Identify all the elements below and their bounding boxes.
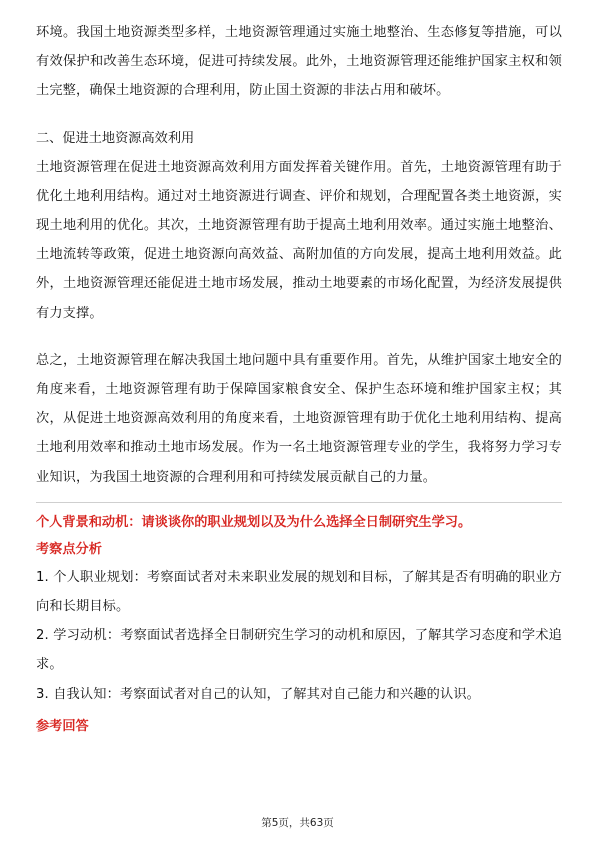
- spacer: [36, 106, 562, 124]
- analysis-point: 2. 学习动机：考察面试者选择全日制研究生学习的动机和原因，了解其学习态度和学术追求。: [36, 628, 562, 673]
- paragraph-conclusion: 总之，土地资源管理在解决我国土地问题中具有重要作用。首先，从维护国家土地安全的角度来看，土地资源管理有助于保障国家粮食安全、保护生态环境和维护国家主权；其次，从促进土地资源高效利用的角度来看，土地资源管理有助于优化土地利用结构、提高土地利用效率和推动土地市场发展。作为一名土地资源管理专业的学生，我将努力学习专业知识，为我国土地资源的合理利用和可持续发展贡献自己的力量。: [36, 352, 562, 485]
- analysis-heading: 考察点分析: [36, 541, 102, 557]
- spacer: [36, 328, 562, 346]
- page-number: 第5页，共63页: [261, 817, 334, 829]
- paragraph-efficient-use: 土地资源管理在促进土地资源高效利用方面发挥着关键作用。首先，土地资源管理有助于优化土地利用结构。通过对土地资源进行调查、评价和规划，合理配置各类土地资源，实现土地利用的优化。其次，土地资源管理有助于提高土地利用效率。通过实施土地整治、土地流转等政策，促进土地资源向高效益、高附加值的方向发展，提高土地利用效益。此外，土地资源管理还能促进土地市场发展，推动土地要素的市场化配置，为经济发展提供有力支撑。: [36, 159, 562, 321]
- page-content: [36, 18, 562, 740]
- analysis-point: 1. 个人职业规划：考察面试者对未来职业发展的规划和目标，了解其是否有明确的职业方向和长期目标。: [36, 569, 562, 615]
- paragraph-continued: 环境。我国土地资源类型多样，土地资源管理通过实施土地整治、生态修复等措施，可以有效保护和改善生态环境，促进可持续发展。此外，土地资源管理还能维护国家主权和领土完整，确保土地资源的合理利用，防止国土资源的非法占用和破坏。: [36, 25, 562, 99]
- reference-answer-heading: 参考回答: [36, 718, 89, 734]
- interview-question: 个人背景和动机：请谈谈你的职业规划以及为什么选择全日制研究生学习。: [36, 514, 472, 530]
- section-divider: [36, 502, 562, 503]
- analysis-point: 3. 自我认知：考察面试者对自己的认知，了解其对自己能力和兴趣的认识。: [36, 686, 481, 702]
- section-heading: 二、促进土地资源高效利用: [36, 130, 195, 146]
